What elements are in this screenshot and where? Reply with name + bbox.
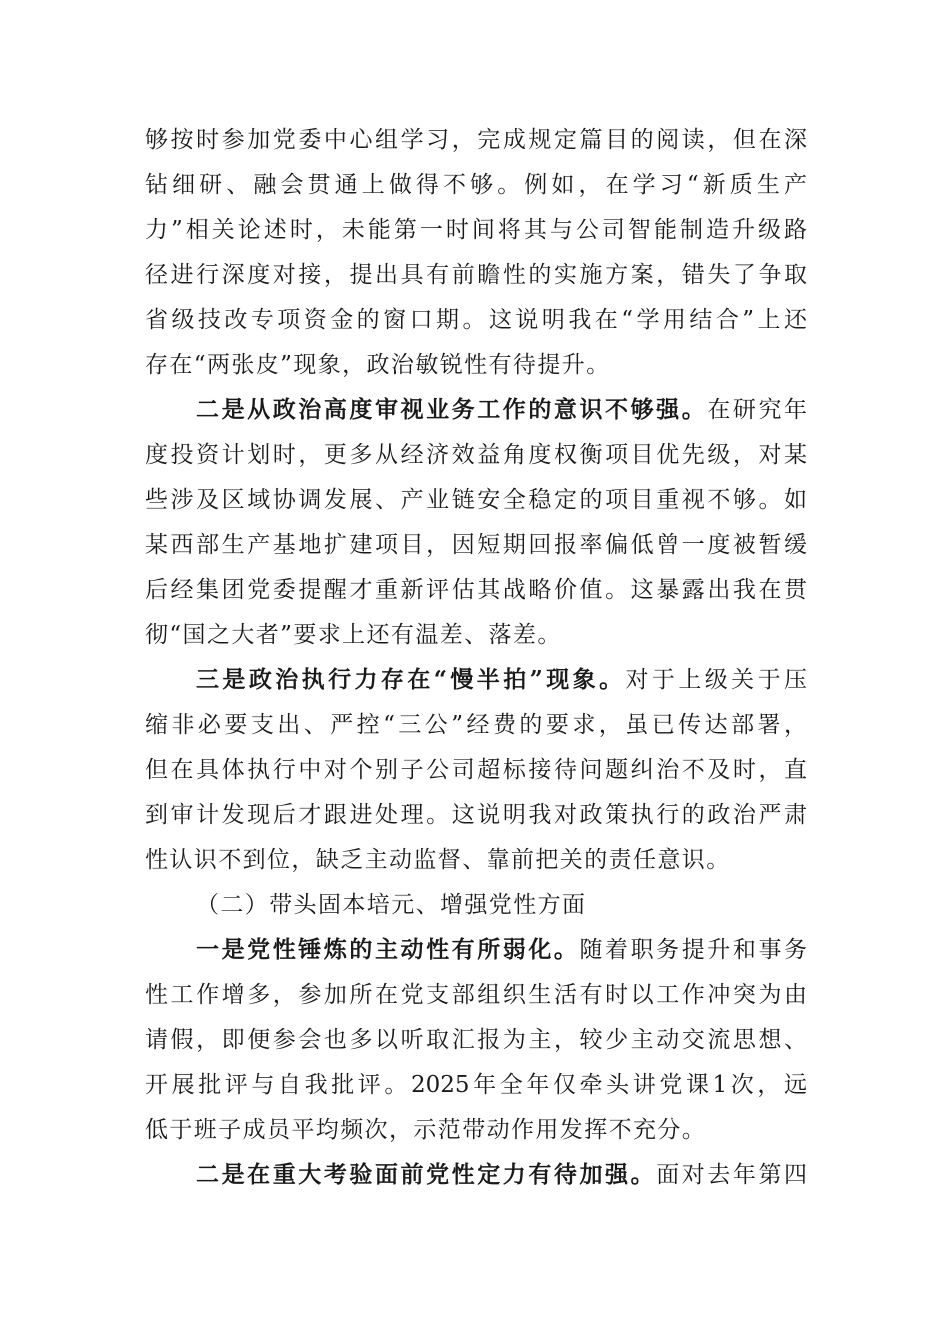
- paragraph-lead-rest: 随着职务提升和事务: [579, 937, 807, 963]
- paragraph-lead-rest: 对于上级关于压: [625, 667, 807, 693]
- body-line: 彻“国之大者”要求上还有温差、落差。: [145, 622, 562, 648]
- body-line: 但在具体执行中对个别子公司超标接待问题纠治不及时，直: [145, 757, 807, 783]
- body-line: 钻细研、融会贯通上做得不够。例如，在学习“新质生产: [145, 172, 807, 198]
- body-line: 些涉及区域协调发展、产业链安全稳定的项目重视不够。如: [145, 487, 807, 513]
- section-heading: （二）带头固本培元、增强党性方面: [196, 892, 587, 918]
- paragraph-lead-rest: 面对去年第四: [656, 1162, 807, 1188]
- paragraph-first-line: [196, 388, 807, 432]
- body-line: 力”相关论述时，未能第一时间将其与公司智能制造升级路: [145, 217, 807, 243]
- body-line: 低于班子成员平均频次，示范带动作用发挥不充分。: [145, 1117, 707, 1143]
- body-line: 后经集团党委提醒才重新评估其战略价值。这暴露出我在贯: [145, 577, 807, 603]
- body-line: 度投资计划时，更多从经济效益角度权衡项目优先级，对某: [145, 442, 807, 468]
- paragraph-lead: 三是政治执行力存在“慢半拍”现象。: [196, 666, 626, 693]
- body-line: 径进行深度对接，提出具有前瞻性的实施方案，错失了争取: [145, 262, 807, 288]
- paragraph-lead: 二是在重大考验面前党性定力有待加强。: [196, 1161, 657, 1188]
- body-line: 到审计发现后才跟进处理。这说明我对政策执行的政治严肃: [145, 802, 807, 828]
- paragraph-first-line: [196, 658, 807, 702]
- body-line: 够按时参加党委中心组学习，完成规定篇目的阅读，但在深: [145, 127, 807, 153]
- body-line: 某西部生产基地扩建项目，因短期回报率偏低曾一度被暂缓: [145, 532, 807, 558]
- paragraph-lead: 二是从政治高度审视业务工作的意识不够强。: [196, 396, 708, 423]
- paragraph-first-line: [196, 1153, 807, 1197]
- body-line: 性工作增多，参加所在党支部组织生活有时以工作冲突为由: [145, 982, 807, 1008]
- body-line: 缩非必要支出、严控“三公”经费的要求，虽已传达部署，: [145, 712, 807, 738]
- paragraph-lead: 一是党性锤炼的主动性有所弱化。: [196, 936, 580, 963]
- body-line: 开展批评与自我批评。2025年全年仅牵头讲党课1次，远: [145, 1072, 807, 1098]
- paragraph-lead-rest: 在研究年: [707, 397, 807, 423]
- body-line: 省级技改专项资金的窗口期。这说明我在“学用结合”上还: [145, 307, 807, 333]
- body-line: 性认识不到位，缺乏主动监督、靠前把关的责任意识。: [145, 847, 731, 873]
- body-line: 存在“两张皮”现象，政治敏锐性有待提升。: [145, 352, 611, 378]
- paragraph-first-line: [196, 928, 807, 972]
- body-line: 请假，即便参会也多以听取汇报为主，较少主动交流思想、: [145, 1027, 807, 1053]
